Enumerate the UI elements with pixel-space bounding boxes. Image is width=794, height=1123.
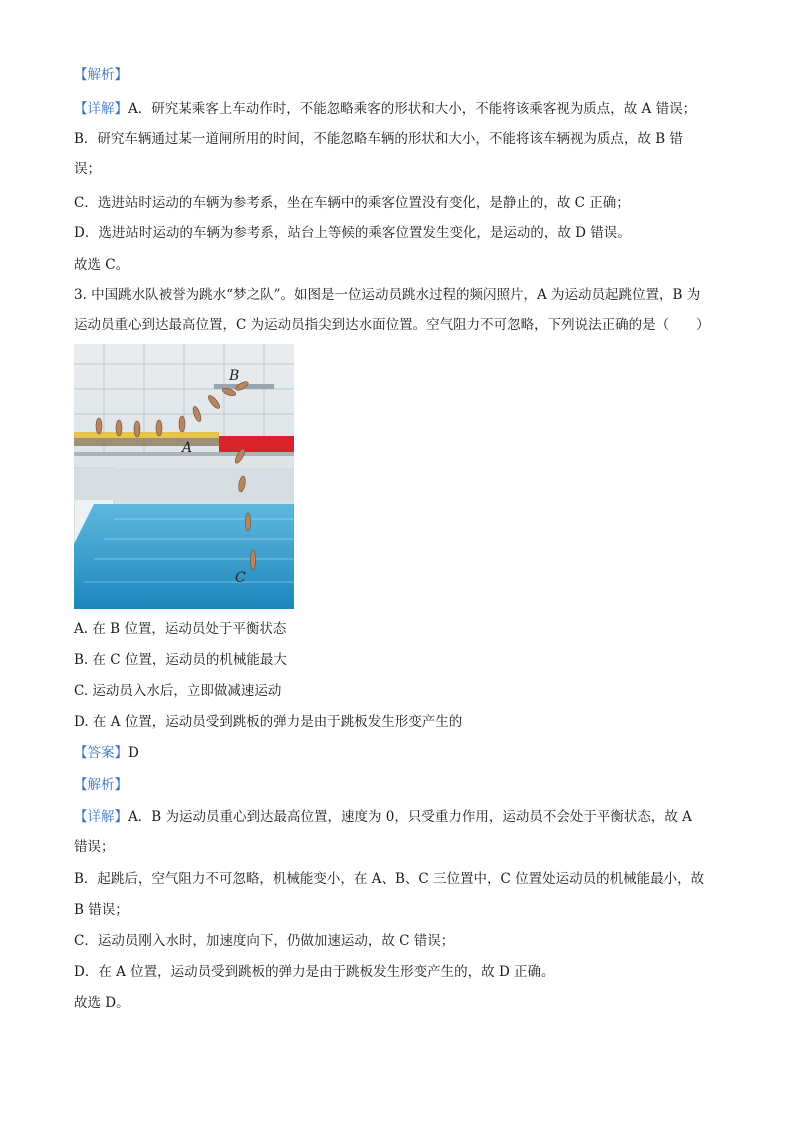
- detail-line: 【详解】A．研究某乘客上车动作时，不能忽略乘客的形状和大小，不能将该乘客视为质点，故 A 错误；: [74, 101, 697, 117]
- answer-value: D: [128, 745, 139, 761]
- conclusion-line: 故选 C。: [74, 257, 130, 273]
- diving-strobe-photo: [74, 344, 294, 609]
- detail-line: B．研究车辆通过某一道闸所用的时间，不能忽略车辆的形状和大小，不能将该车辆视为质点，故 B 错: [74, 131, 683, 147]
- conclusion-line: 故选 D。: [74, 995, 130, 1011]
- detail-line: D．在 A 位置，运动员受到跳板的弹力是由于跳板发生形变产生的，故 D 正确。: [74, 964, 555, 980]
- detail-line: C．选进站时运动的车辆为参考系，坐在车辆中的乘客位置没有变化，是静止的，故 C 正确；: [74, 195, 630, 211]
- option-c: C. 运动员入水后，立即做减速运动: [74, 683, 282, 699]
- label-b: B: [229, 368, 240, 384]
- detail-line: B．起跳后，空气阻力不可忽略，机械能变小，在 A、B、C 三位置中，C 位置处运动员的机械能最小，故: [74, 871, 705, 887]
- detail-line: D．选进站时运动的车辆为参考系，站台上等候的乘客位置发生变化，是运动的，故 D 错误。: [74, 225, 631, 241]
- detail-line: C．运动员刚入水时，加速度向下，仍做加速运动，故 C 错误；: [74, 933, 455, 949]
- option-a: A. 在 B 位置，运动员处于平衡状态: [74, 621, 287, 637]
- answer-line: 【答案】D: [74, 745, 139, 761]
- label-c: C: [235, 570, 246, 586]
- analysis-heading-1: 【解析】: [74, 67, 128, 83]
- option-b: B. 在 C 位置，运动员的机械能最大: [74, 652, 287, 668]
- detail-line: 【详解】A．B 为运动员重心到达最高位置，速度为 0，只受重力作用，运动员不会处于平衡状态，故 A: [74, 809, 692, 825]
- detail-line: 错误；: [74, 839, 115, 855]
- question-3-line-1: 3. 中国跳水队被誉为跳水“梦之队”。如图是一位运动员跳水过程的频闪照片，A 为运动员起跳位置，B 为: [74, 287, 701, 303]
- diving-photo-illustration: [74, 344, 294, 609]
- question-3-line-2: 运动员重心到达最高位置，C 为运动员指尖到达水面位置。空气阻力不可忽略，下列说法正确的是（ ）: [74, 317, 710, 333]
- option-d: D. 在 A 位置，运动员受到跳板的弹力是由于跳板发生形变产生的: [74, 714, 463, 730]
- analysis-heading-2: 【解析】: [74, 777, 128, 793]
- label-a: A: [182, 440, 193, 456]
- detail-line: 误；: [74, 161, 101, 177]
- detail-line: B 错误；: [74, 902, 129, 918]
